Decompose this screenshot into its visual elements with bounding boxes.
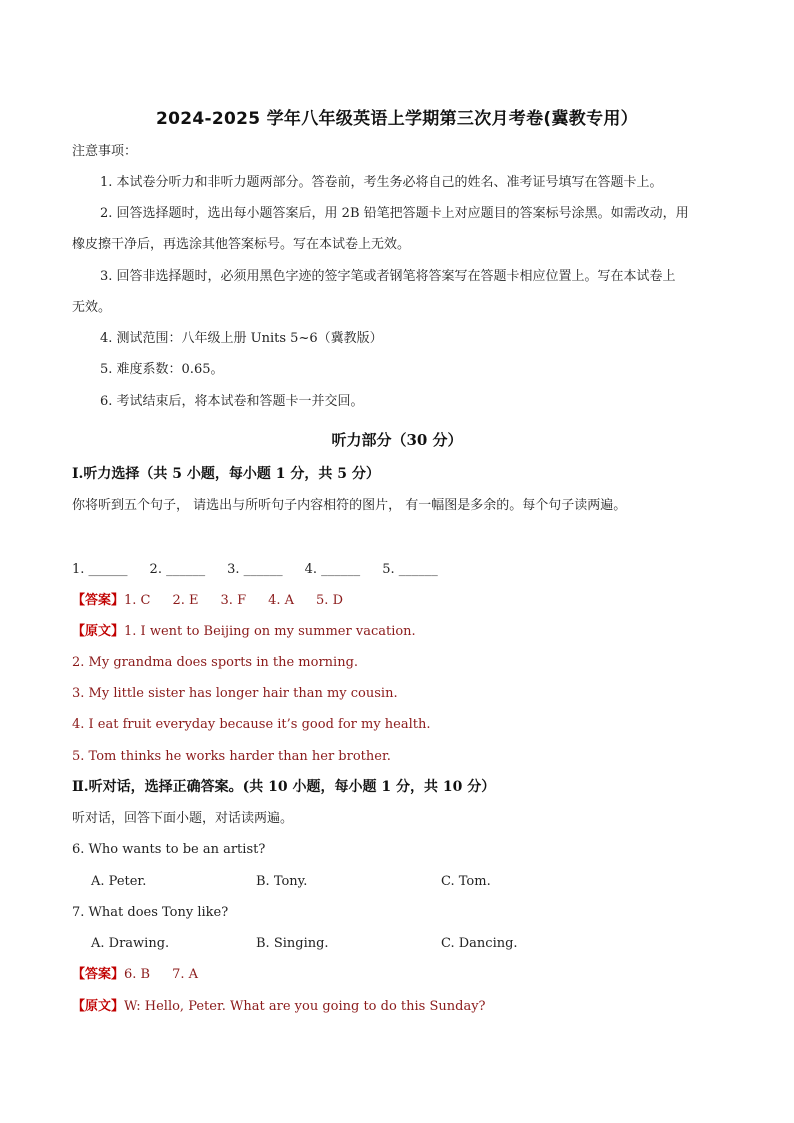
answer-tag-2: 【答案】 — [72, 967, 125, 982]
blank-5: 5. ______ — [382, 562, 438, 577]
notice-heading: 注意事项： — [72, 144, 138, 159]
notice-item-4: 4. 测试范围：八年级上册 Units 5~6（冀教版） — [100, 331, 383, 346]
part2-instruction: 听对话，回答下面小题，对话读两遍。 — [72, 811, 294, 826]
script-text-2: W: Hello, Peter. What are you going to do this Sunday? — [124, 999, 486, 1014]
answer-1: 1. C — [124, 593, 151, 608]
notice-item-3-cont: 无效。 — [72, 300, 112, 315]
part1-answers — [72, 592, 365, 610]
q7-option-b: B. Singing. — [256, 936, 329, 951]
blank-2: 2. ______ — [149, 562, 206, 577]
listening-section-title: 听力部分（30 分） — [331, 431, 463, 449]
part1-script-line-3: 3. My little sister has longer hair than my cousin. — [72, 686, 398, 701]
part1-script-line-1 — [72, 623, 416, 641]
page-title: 2024-2025 学年八年级英语上学期第三次月考卷(冀教专用） — [156, 109, 638, 129]
notice-item-6: 6. 考试结束后，将本试卷和答题卡一并交回。 — [100, 394, 364, 409]
answer-tag: 【答案】 — [72, 593, 125, 608]
answer-6: 6. B — [124, 967, 151, 982]
notice-item-2-cont: 橡皮擦干净后，再选涂其他答案标号。写在本试卷上无效。 — [72, 237, 411, 252]
part1-script-line-2: 2. My grandma does sports in the morning. — [72, 655, 359, 670]
question-7: 7. What does Tony like? — [72, 905, 229, 920]
notice-item-3: 3. 回答非选择题时，必须用黑色字迹的签字笔或者钢笔将答案写在答题卡相应位置上。写在本试卷上 — [100, 269, 676, 284]
q7-option-a: A. Drawing. — [91, 936, 170, 951]
notice-item-5: 5. 难度系数：0.65。 — [100, 362, 224, 377]
answer-7: 7. A — [172, 967, 199, 982]
part1-script-line-4: 4. I eat fruit everyday because it’s good for my health. — [72, 717, 431, 732]
script-tag-2: 【原文】 — [72, 999, 125, 1014]
answer-3: 3. F — [220, 593, 247, 608]
script-text-1: 1. I went to Beijing on my summer vacation. — [124, 624, 416, 639]
answer-2: 2. E — [172, 593, 199, 608]
q6-option-a: A. Peter. — [91, 874, 147, 889]
part1-answer-blanks — [72, 561, 460, 579]
part1-instruction: 你将听到五个句子， 请选出与所听句子内容相符的图片， 有一幅图是多余的。每个句子读两遍。 — [72, 498, 627, 513]
blank-3: 3. ______ — [227, 562, 283, 577]
q6-option-c: C. Tom. — [441, 874, 491, 889]
q7-option-c: C. Dancing. — [441, 936, 518, 951]
notice-item-2: 2. 回答选择题时，选出每小题答案后，用 2B 铅笔把答题卡上对应题目的答案标号涂黑。如需改动，用 — [100, 206, 689, 221]
question-6-options — [0, 873, 794, 891]
script-tag: 【原文】 — [72, 624, 125, 639]
question-7-options — [0, 935, 794, 953]
question-6: 6. Who wants to be an artist? — [72, 842, 266, 857]
blank-4: 4. ______ — [304, 562, 361, 577]
part1-script-line-5: 5. Tom thinks he works harder than her brother. — [72, 749, 391, 764]
part2-script-line-1 — [72, 998, 486, 1016]
answer-4: 4. A — [268, 593, 295, 608]
part2-heading: Ⅱ.听对话，选择正确答案。(共 10 小题，每小题 1 分，共 10 分） — [72, 779, 496, 795]
notice-item-1: 1. 本试卷分听力和非听力题两部分。答卷前，考生务必将自己的姓名、准考证号填写在答题卡上。 — [100, 175, 663, 190]
q6-option-b: B. Tony. — [256, 874, 308, 889]
part1-heading: Ⅰ.听力选择（共 5 小题，每小题 1 分，共 5 分） — [72, 466, 380, 482]
part2-answers — [72, 966, 220, 984]
blank-1: 1. ______ — [72, 562, 128, 577]
answer-5: 5. D — [316, 593, 343, 608]
